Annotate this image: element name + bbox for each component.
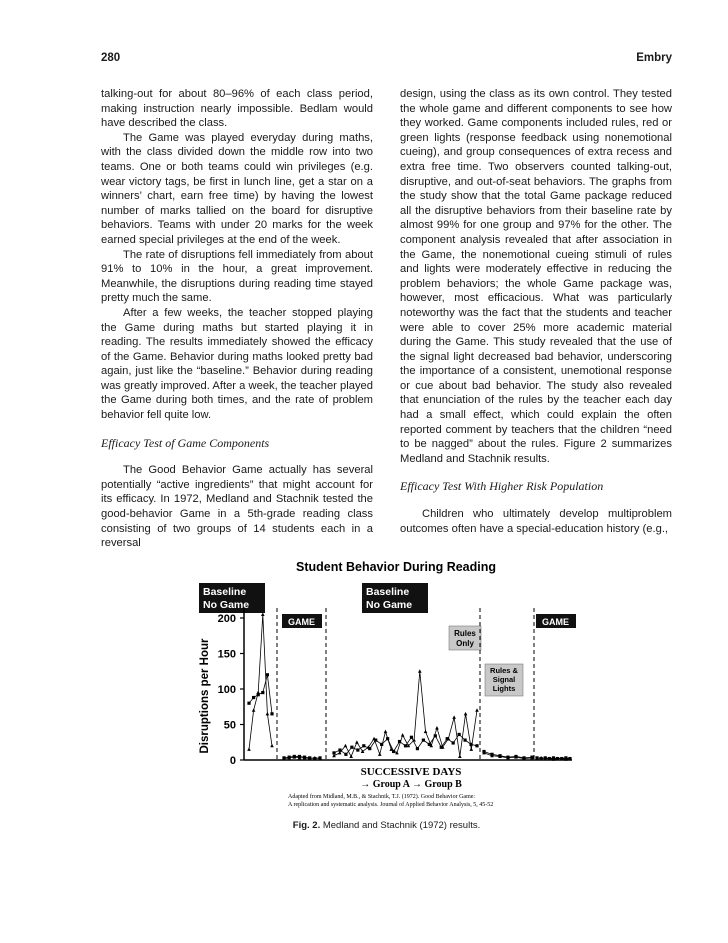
data-point-group-a — [475, 744, 478, 747]
data-point-group-a — [458, 733, 461, 736]
data-point-group-b — [475, 708, 479, 712]
data-point-group-b — [344, 744, 348, 748]
chart — [192, 556, 577, 814]
data-point-group-b — [469, 747, 473, 751]
data-point-group-b — [372, 737, 376, 741]
data-point-group-a — [404, 744, 407, 747]
figure — [192, 556, 577, 814]
caption-label: Fig. 2. — [292, 820, 321, 831]
y-axis-label: Disruptions per Hour — [199, 638, 211, 754]
figure-caption — [101, 820, 672, 831]
y-tick-label: 200 — [217, 613, 236, 625]
data-point-group-b — [395, 751, 399, 755]
data-point-group-b — [266, 712, 270, 716]
chart-title: Student Behavior During Reading — [296, 560, 497, 574]
section-heading: Efficacy Test of Game Components — [101, 435, 270, 450]
phase-label: GAME — [542, 617, 569, 627]
paragraph: talking-out for about 80–96% of each class period, making instruction nearly impossible. Bedlam would have described the class. — [101, 88, 373, 130]
running-head — [101, 52, 672, 70]
data-point-group-a — [252, 696, 255, 699]
data-point-group-a — [344, 753, 347, 756]
page-number: 280 — [101, 52, 121, 64]
running-author: Embry — [636, 52, 672, 64]
paragraph: The rate of disruptions fell immediately from about 91% to 10% in the hour, a great improvement. Meanwhile, the disruptions during reading time stayed pretty much the same. — [101, 248, 373, 305]
left-column — [101, 87, 373, 551]
data-point-group-a — [452, 741, 455, 744]
series-line-group-a — [249, 675, 272, 714]
phase-label: Baseline — [203, 586, 247, 598]
data-point-group-a — [247, 702, 250, 705]
source-note: A replication and systematic analysis. Journal of Applied Behavior Analysis, 5, 45-52 — [288, 802, 494, 808]
data-point-group-b — [247, 747, 251, 751]
data-point-group-a — [261, 691, 264, 694]
data-point-group-a — [350, 746, 353, 749]
data-point-group-a — [266, 673, 269, 676]
y-tick-label: 0 — [229, 755, 236, 767]
data-point-group-b — [384, 730, 388, 734]
data-point-group-b — [418, 669, 422, 673]
data-point-group-a — [356, 748, 359, 751]
data-point-group-a — [422, 739, 425, 742]
data-point-group-b — [378, 752, 382, 756]
section-heading: Efficacy Test With Higher Risk Population — [400, 479, 604, 494]
paragraph: Children who ultimately develop multiproblem outcomes often have a special-education history (e.g., — [400, 508, 672, 535]
y-tick-label: 50 — [223, 719, 236, 732]
data-point-group-a — [362, 744, 365, 747]
paragraph: design, using the class as its own control. They tested the whole game and different components to see how they worked. Game components included rules, red or green lights (response feedback using nonemotional cueing), and group consequences of extra recess and extra free time. Two observers counted talking-out, disruptive, and out-of-seat behaviors. The graphs from the study show that the total Game package reduced all the disruptive behaviors from their baseline rate by almost 99% for one group and 97% for the other. The component analysis revealed that after association in the Game, the nonemotional cueing stimuli of rules and lights were moderately effective in reducing the problem behaviors; the whole Game package was, however, most efficacious. What was particularly noteworthy was the fact that the students and teacher were able to cover 25% more academic material during the Game. This study revealed that the use of the signal light decreased bad behavior, underscoring the importance of a consistent, unemotional response or cue about bad behavior. The study also revealed that enunciation of the rules by the teacher each day had a small effect, which could explain the often reported comment by teachers that the children “need to be nagged” about the rules. Figure 2 summarizes Medland and Stachnik results. — [400, 88, 672, 465]
legend: → Group A → Group B — [360, 779, 462, 790]
phase-label: Signal — [492, 675, 516, 684]
x-axis-label: SUCCESSIVE DAYS — [360, 766, 462, 778]
source-note: Adapted from Midland, M.B., & Stachnik, T.J. (1972). Good Behavior Game: — [288, 794, 476, 800]
paragraph: The Game was played everyday during maths, with the class divided down the middle row into two teams. One or both teams could win privileges (e.g. wear victory tags, be first in lunch line, get a star on a winners’ chart, earn free time) by having the lowest number of marks tallied on the board for disruptive behaviors. Teams with under 20 marks for the week earned special privileges at the end of the week. — [101, 131, 373, 246]
data-point-group-b — [401, 733, 405, 737]
data-point-group-b — [452, 715, 456, 719]
data-point-group-a — [463, 739, 466, 742]
data-point-group-b — [349, 754, 353, 758]
paragraph: After a few weeks, the teacher stopped playing the Game during maths but started playing it in reading. The results immediately showed the efficacy of the Game. Behavior during maths looked pretty bad again, just like the “baseline.” Behavior during reading was greatly improved. After a week, the teacher played the Game during both times, and the rate of problem behavior fell quite low. — [101, 306, 373, 422]
phase-label: Only — [456, 639, 474, 648]
data-point-group-b — [252, 708, 256, 712]
data-point-group-a — [270, 712, 273, 715]
caption-text: Medland and Stachnik (1972) results. — [322, 820, 481, 831]
paragraph: The Good Behavior Game actually has several potentially “active ingredients” that might account for its efficacy. In 1972, Medland and Stachnik tested the good-behavior Game in a 5th-grade reading class consisting of two groups of 14 students each in a reversal — [101, 464, 373, 550]
phase-label: No Game — [203, 599, 250, 611]
y-tick-label: 100 — [217, 684, 236, 696]
phase-label: No Game — [366, 599, 413, 611]
phase-label: Lights — [492, 684, 516, 693]
right-column — [400, 87, 672, 536]
phase-label: Rules — [454, 629, 476, 638]
phase-label: Baseline — [366, 586, 410, 598]
y-tick-label: 150 — [217, 648, 236, 661]
data-point-group-a — [416, 747, 419, 750]
data-point-group-b — [355, 740, 359, 744]
data-point-group-b — [270, 744, 274, 748]
data-point-group-b — [458, 754, 462, 758]
data-point-group-b — [424, 730, 428, 734]
data-point-group-b — [464, 712, 468, 716]
data-point-group-b — [435, 726, 439, 730]
phase-label: GAME — [288, 617, 315, 627]
data-point-group-b — [256, 691, 260, 695]
data-point-group-a — [410, 736, 413, 739]
phase-label: Rules & — [490, 666, 518, 675]
